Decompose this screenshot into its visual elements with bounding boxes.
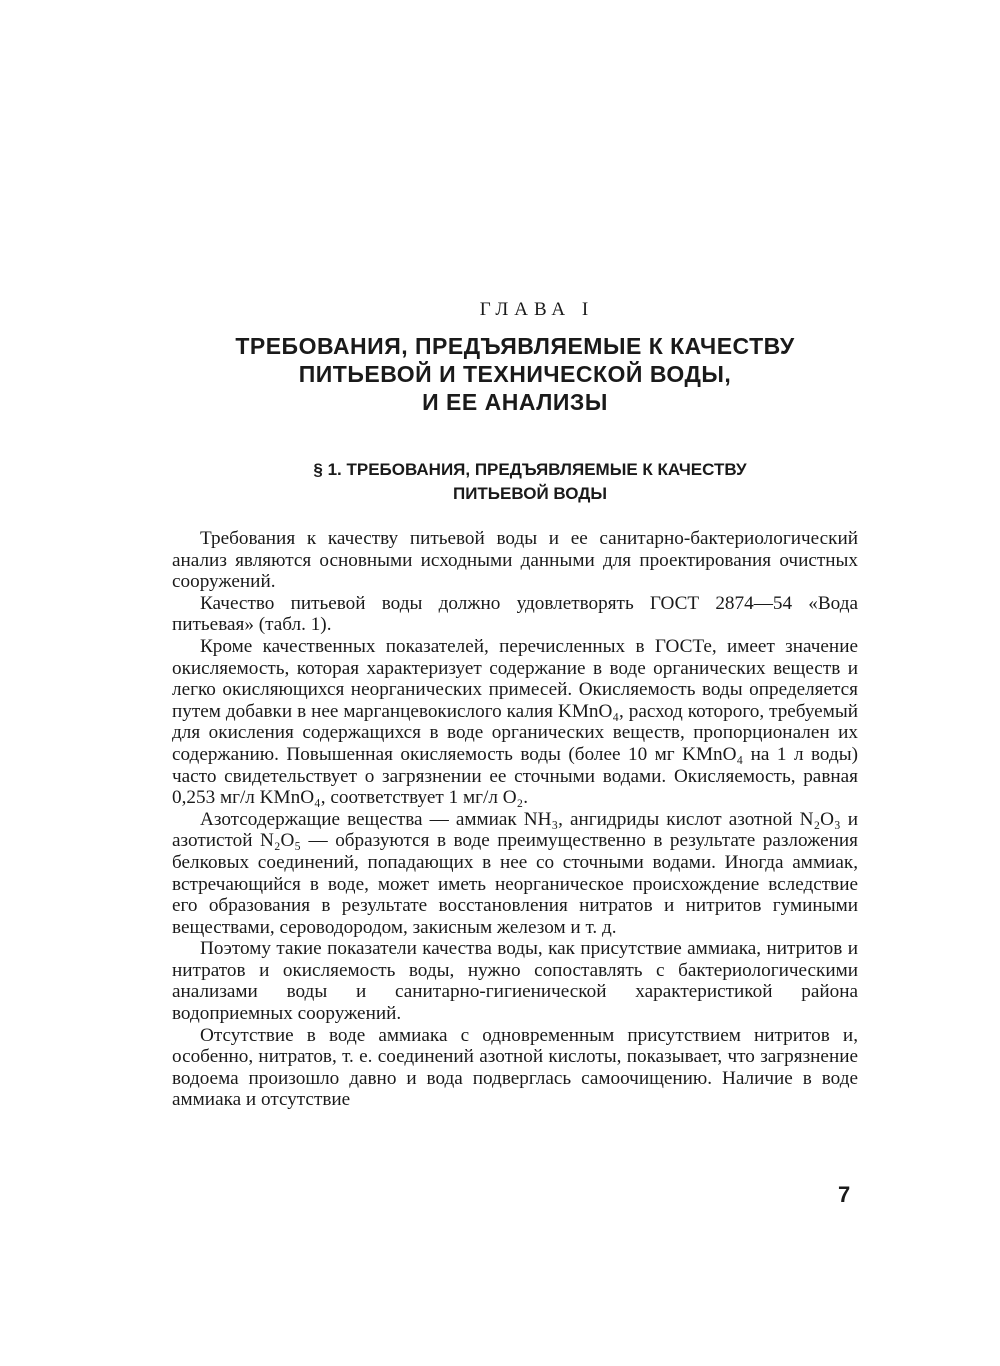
chapter-title-line: И ЕЕ АНАЛИЗЫ [422,389,608,415]
page-number: 7 [838,1182,851,1207]
section-title-line: § 1. ТРЕБОВАНИЯ, ПРЕДЪЯВЛЯЕМЫЕ К КАЧЕСТВУ [313,460,747,479]
paragraph: Поэтому такие показатели качества воды, как присутствие аммиака, нитритов и нитратов и окисляемость воды, нужно сопоставлять с бактериологическими анализами воды и санитарно-гигиенической характеристикой района водоприемных сооружений. [172,938,858,1025]
section-title [172,458,858,506]
chapter-title [172,332,858,416]
paragraph: Отсутствие в воде аммиака с одновременным присутствием нитритов и, особенно, нитратов, т. е. соединений азотной кислоты, показывает, что загрязнение водоема произошло давно и вода подверглась самоочищению. Наличие в воде аммиака и отсутствие [172,1024,858,1111]
section-title-line: ПИТЬЕВОЙ ВОДЫ [452,484,607,503]
page-content [172,296,858,1111]
chapter-title-line: ТРЕБОВАНИЯ, ПРЕДЪЯВЛЯЕМЫЕ К КАЧЕСТВУ [235,333,795,359]
body-text [172,528,858,1111]
paragraph: Качество питьевой воды должно удовлетворять ГОСТ 2874—54 «Вода питьевая» (табл. 1). [172,592,858,636]
paragraph: Требования к качеству питьевой воды и ее санитарно-бактериологический анализ являются основными исходными данными для проектирования очистных сооружений. [172,528,858,593]
chapter-title-line: ПИТЬЕВОЙ И ТЕХНИЧЕСКОЙ ВОДЫ, [298,361,732,387]
chapter-label: ГЛАВА I [479,299,595,320]
paragraph: Азотсодержащие вещества — аммиак NH₃, ангидриды кислот азотной N₂O₃ и азотистой N₂O₅ — образуются в воде преимущественно в результате разложения белковых соединений, попадающих в нее со сточными водами. Иногда аммиак, встречающийся в воде, может иметь неорганическое происхождение вследствие его образования в результате восстановления нитратов и нитритов гумиными веществами, сероводородом, закисным железом и т. д. [172,808,858,938]
paragraph: Кроме качественных показателей, перечисленных в ГОСТе, имеет значение окисляемость, которая характеризует содержание в воде органических веществ и легко окисляющихся неорганических примесей. Окисляемость воды определяется путем добавки в нее марганцевокислого калия KMnO₄, расход которого, требуемый для окисления содержащихся в воде органических веществ, пропорционален их содержанию. Повышенная окисляемость воды (более 10 мг KMnO₄ на 1 л воды) часто свидетельствует о загрязнении ее сточными водами. Окисляемость, равная 0,253 мг/л KMnO₄, соответствует 1 мг/л O₂. [172,635,858,809]
